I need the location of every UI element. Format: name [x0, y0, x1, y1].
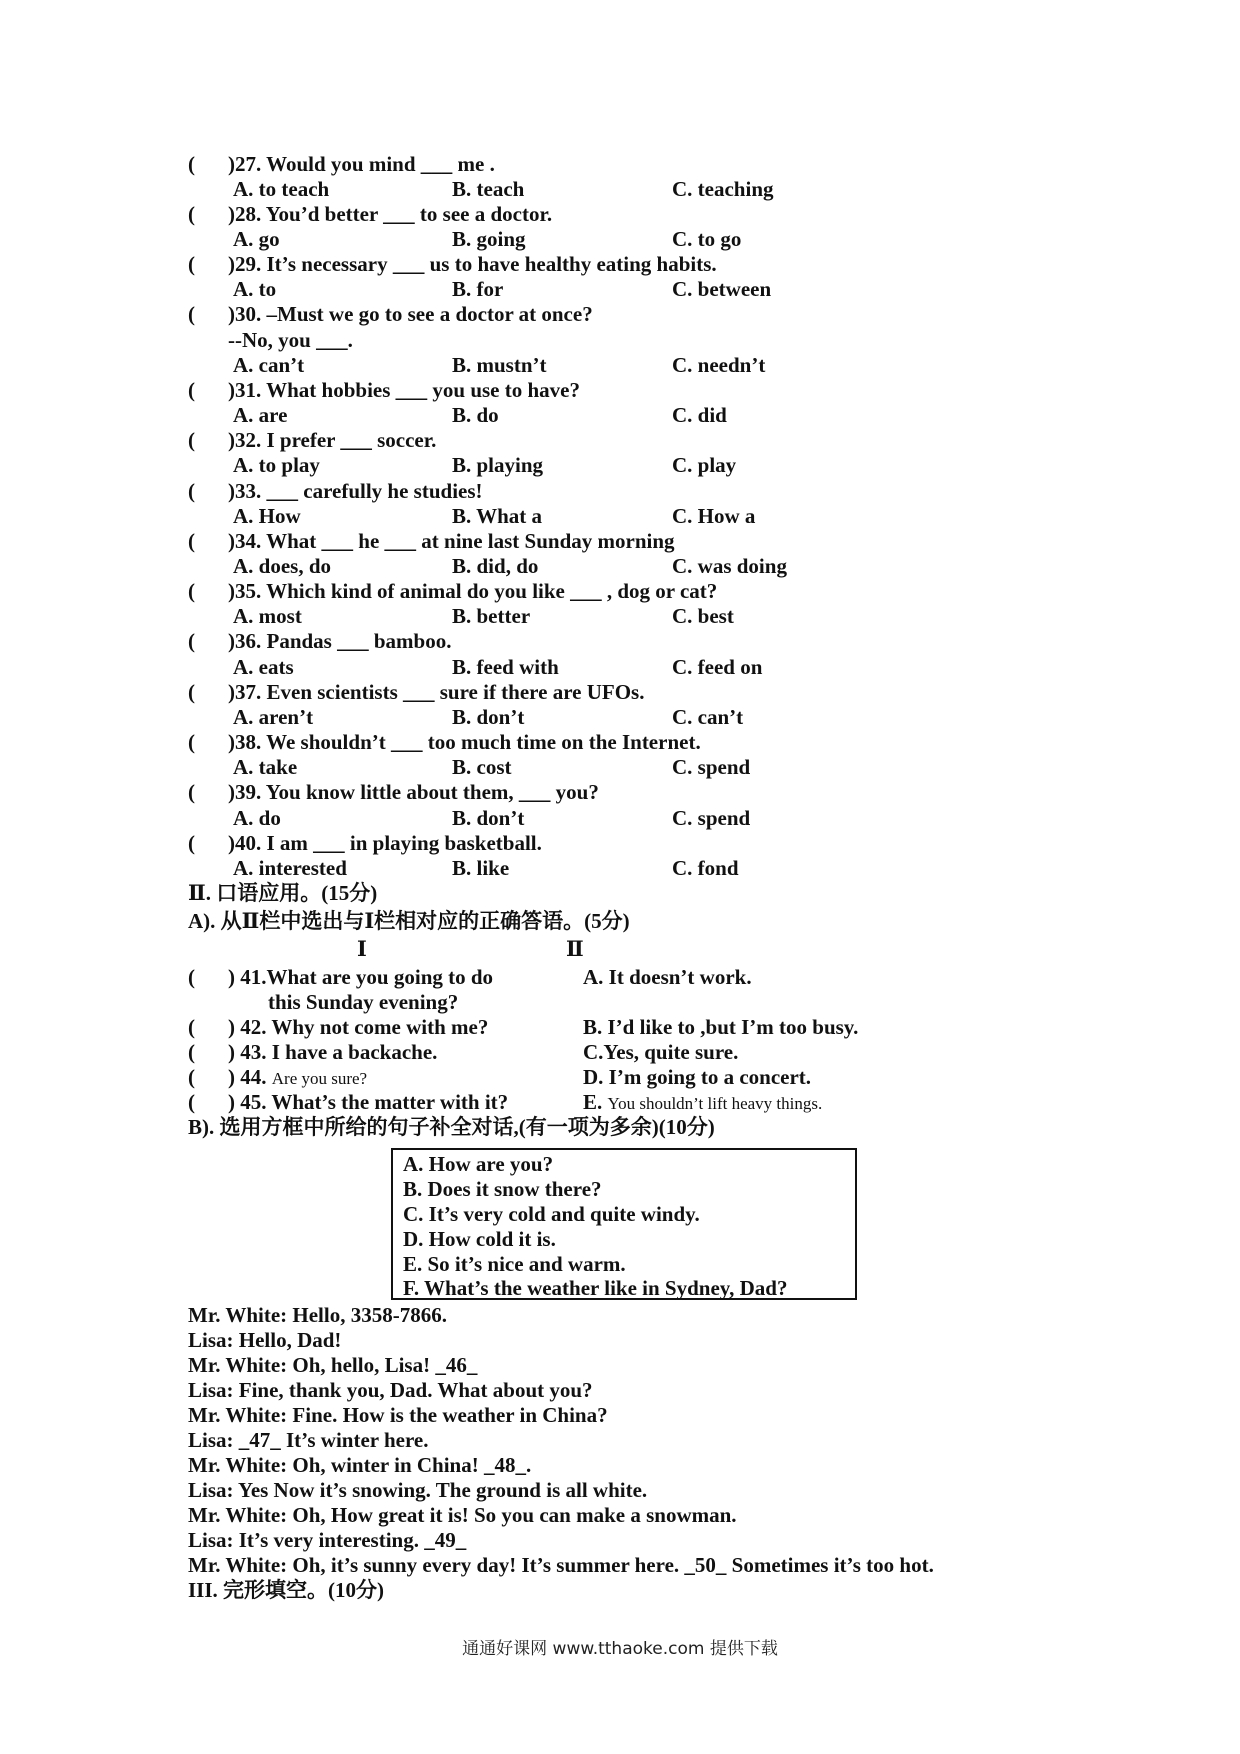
matching-question: ) 43. I have a backache.	[228, 1040, 438, 1064]
option-c: C. fond	[672, 856, 739, 880]
option-a: A. to play	[233, 453, 320, 477]
matching-question-number: ) 44.	[228, 1065, 267, 1089]
column-1-header: Ⅰ	[357, 937, 367, 961]
question-stem: )39. You know little about them, ___ you?	[228, 780, 599, 804]
matching-answer: D. I’m going to a concert.	[583, 1065, 812, 1089]
option-c: C. How a	[672, 504, 756, 528]
answer-paren: (	[188, 152, 195, 176]
option-b: B. cost	[452, 755, 512, 779]
option-b: B. playing	[452, 453, 544, 477]
option-a: A. do	[233, 806, 281, 830]
dialogue-line: Mr. White: Oh, it’s sunny every day! It’s summer here. _50_ Sometimes it’s too hot.	[188, 1553, 934, 1577]
dialogue-line: Mr. White: Fine. How is the weather in China?	[188, 1403, 608, 1427]
option-c: C. needn’t	[672, 353, 766, 377]
option-c: C. play	[672, 453, 737, 477]
question-stem: )32. I prefer ___ soccer.	[228, 428, 437, 452]
section-2-title: Ⅱ. 口语应用。(15分)	[188, 881, 378, 905]
option-a: A. interested	[233, 856, 347, 880]
option-a: A. are	[233, 403, 288, 427]
page-footer: 通通好课网 www.tthaoke.com 提供下载	[462, 1639, 778, 1659]
option-c: C. feed on	[672, 655, 763, 679]
answer-paren: (	[188, 479, 195, 503]
option-c: C. teaching	[672, 177, 774, 201]
option-b: B. did, do	[452, 554, 539, 578]
answer-paren: (	[188, 730, 195, 754]
option-c: C. can’t	[672, 705, 744, 729]
matching-question	[228, 1065, 367, 1091]
matching-answer-text: You shouldn’t lift heavy things.	[607, 1094, 823, 1113]
answer-paren: (	[188, 302, 195, 326]
option-c: C. to go	[672, 227, 742, 251]
box-option-c: C. It’s very cold and quite windy.	[403, 1202, 700, 1226]
option-a: A. aren’t	[233, 705, 314, 729]
dialogue-line: Mr. White: Oh, How great it is! So you can make a snowman.	[188, 1503, 737, 1527]
option-b: B. going	[452, 227, 526, 251]
question-stem: )27. Would you mind ___ me .	[228, 152, 495, 176]
section-2b-title: B). 选用方框中所给的句子补全对话,(有一项为多余)(10分)	[188, 1115, 715, 1139]
option-c: C. spend	[672, 806, 751, 830]
matching-answer: C.Yes, quite sure.	[583, 1040, 739, 1064]
box-option-d: D. How cold it is.	[403, 1227, 556, 1251]
option-a: A. take	[233, 755, 298, 779]
answer-paren: (	[188, 1090, 195, 1114]
answer-paren: (	[188, 428, 195, 452]
question-stem: )34. What ___ he ___ at nine last Sunday morning	[228, 529, 675, 553]
option-b: B. teach	[452, 177, 525, 201]
option-b: B. don’t	[452, 705, 525, 729]
option-b: B. don’t	[452, 806, 525, 830]
option-c: C. between	[672, 277, 772, 301]
matching-question: ) 42. Why not come with me?	[228, 1015, 489, 1039]
option-c: C. did	[672, 403, 727, 427]
matching-question: ) 45. What’s the matter with it?	[228, 1090, 509, 1114]
answer-paren: (	[188, 529, 195, 553]
dialogue-line: Lisa: _47_ It’s winter here.	[188, 1428, 429, 1452]
matching-question: ) 41.What are you going to do	[228, 965, 494, 989]
answer-paren: (	[188, 1015, 195, 1039]
dialogue-line: Mr. White: Oh, winter in China! _48_.	[188, 1453, 532, 1477]
dialogue-line: Mr. White: Oh, hello, Lisa! _46_	[188, 1353, 478, 1377]
matching-answer: A. It doesn’t work.	[583, 965, 752, 989]
answer-paren: (	[188, 1040, 195, 1064]
question-stem: )36. Pandas ___ bamboo.	[228, 629, 452, 653]
question-stem: )33. ___ carefully he studies!	[228, 479, 483, 503]
section-2a-title: A). 从Ⅱ栏中选出与Ⅰ栏相对应的正确答语。(5分)	[188, 909, 630, 933]
option-b: B. feed with	[452, 655, 559, 679]
option-a: A. to	[233, 277, 277, 301]
option-a: A. most	[233, 604, 302, 628]
dialogue-line: Lisa: Fine, thank you, Dad. What about you?	[188, 1378, 593, 1402]
option-b: B. do	[452, 403, 499, 427]
matching-answer-letter: E.	[583, 1090, 603, 1114]
box-option-e: E. So it’s nice and warm.	[403, 1252, 626, 1276]
option-b: B. for	[452, 277, 504, 301]
question-stem: )40. I am ___ in playing basketball.	[228, 831, 542, 855]
options-box	[391, 1148, 857, 1300]
question-stem: )28. You’d better ___ to see a doctor.	[228, 202, 553, 226]
matching-question-text: Are you sure?	[271, 1069, 368, 1088]
option-a: A. does, do	[233, 554, 332, 578]
option-c: C. was doing	[672, 554, 787, 578]
dialogue-line: Lisa: Hello, Dad!	[188, 1328, 342, 1352]
option-c: C. spend	[672, 755, 751, 779]
option-b: B. mustn’t	[452, 353, 547, 377]
question-stem: )30. –Must we go to see a doctor at once?	[228, 302, 593, 326]
option-a: A. How	[233, 504, 301, 528]
option-b: B. better	[452, 604, 531, 628]
option-a: A. eats	[233, 655, 294, 679]
answer-paren: (	[188, 579, 195, 603]
question-stem: )37. Even scientists ___ sure if there are UFOs.	[228, 680, 645, 704]
answer-paren: (	[188, 378, 195, 402]
box-option-a: A. How are you?	[403, 1152, 554, 1176]
question-stem: )35. Which kind of animal do you like ___ , dog or cat?	[228, 579, 718, 603]
question-stem: )29. It’s necessary ___ us to have healthy eating habits.	[228, 252, 717, 276]
question-stem: )38. We shouldn’t ___ too much time on the Internet.	[228, 730, 701, 754]
answer-paren: (	[188, 629, 195, 653]
matching-question-cont: this Sunday evening?	[268, 990, 459, 1014]
dialogue-line: Lisa: Yes Now it’s snowing. The ground is all white.	[188, 1478, 648, 1502]
answer-paren: (	[188, 780, 195, 804]
dialogue-line: Mr. White: Hello, 3358-7866.	[188, 1303, 447, 1327]
option-a: A. go	[233, 227, 280, 251]
dialogue-line: Lisa: It’s very interesting. _49_	[188, 1528, 467, 1552]
question-stem: )31. What hobbies ___ you use to have?	[228, 378, 580, 402]
answer-paren: (	[188, 680, 195, 704]
answer-paren: (	[188, 831, 195, 855]
question-reply: --No, you ___.	[228, 328, 353, 352]
answer-paren: (	[188, 202, 195, 226]
answer-paren: (	[188, 252, 195, 276]
column-2-header: Ⅱ	[566, 937, 584, 961]
option-b: B. What a	[452, 504, 543, 528]
box-option-b: B. Does it snow there?	[403, 1177, 602, 1201]
option-a: A. to teach	[233, 177, 330, 201]
option-a: A. can’t	[233, 353, 305, 377]
answer-paren: (	[188, 1065, 195, 1089]
option-b: B. like	[452, 856, 510, 880]
section-3-title: III. 完形填空。(10分)	[188, 1578, 385, 1602]
matching-answer	[583, 1090, 822, 1116]
matching-answer: B. I’d like to ,but I’m too busy.	[583, 1015, 859, 1039]
box-option-f: F. What’s the weather like in Sydney, Dad?	[403, 1276, 788, 1300]
answer-paren: (	[188, 965, 195, 989]
option-c: C. best	[672, 604, 734, 628]
